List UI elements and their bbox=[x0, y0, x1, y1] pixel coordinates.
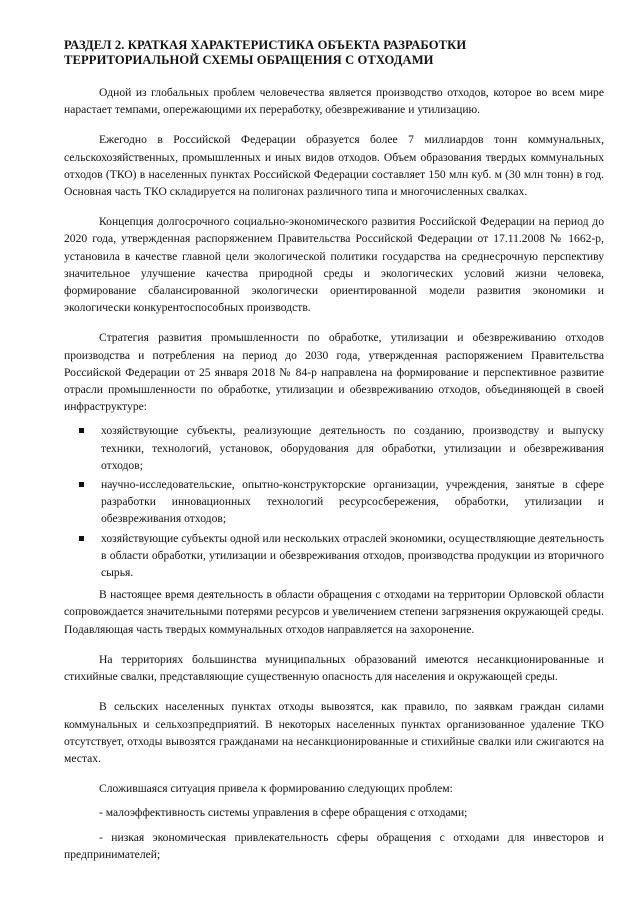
infrastructure-list bbox=[64, 422, 604, 581]
paragraph-oryol-region: В настоящее время деятельность в области обращения с отходами на территории Орловской области сопровождается значительными потерями ресурсов и увеличением степени загрязнения окружающей среды. Подавляющая часть твердых коммунальных отходов направляется на захоронение. bbox=[64, 588, 604, 636]
list-item bbox=[101, 530, 604, 582]
paragraph-problem-investment: - низкая экономическая привлекательность сферы обращения с отходами для инвесторов и предпринимателей; bbox=[64, 830, 604, 861]
list-item bbox=[101, 422, 604, 474]
paragraph-rural-settlements: В сельских населенных пунктах отходы вывозятся, как правило, по заявкам граждан силами коммунальных и сельхозпредприятий. В некоторых населенных пунктах организованное удаление ТКО отсутствует, отходы вывозятся гражданами на несанкционированные и стихийные свалки или сжигаются на местах. bbox=[64, 700, 604, 765]
paragraph-municipal-dumps: На территориях большинства муниципальных образований имеются несанкционированные и стихийные свалки, представляющие существенную опасность для населения и окружающей среды. bbox=[64, 652, 604, 684]
paragraph-global-problem: Одной из глобальных проблем человечества является производство отходов, которое во всем мире нарастает темпами, опережающими их переработку, обезвреживание и утилизацию. bbox=[64, 86, 604, 117]
square-bullet-icon bbox=[79, 428, 84, 433]
list-item-text: хозяйствующие субъекты, реализующие деятельность по созданию, производству и выпуску техники, технологий, установок, оборудования для обработки, утилизации и обезвреживания отходов; bbox=[101, 424, 604, 472]
list-item bbox=[101, 476, 604, 528]
list-item-text: научно-исследовательские, опытно-конструкторские организации, учреждения, занятые в сфере разработки инновационных технологий ресурсосбережения, обработки, утилизации и обезвреживания отходов; bbox=[101, 478, 604, 526]
section-heading-line-2: ТЕРРИТОРИАЛЬНОЙ СХЕМЫ ОБРАЩЕНИЯ С ОТХОДАМИ bbox=[64, 53, 434, 67]
section-heading bbox=[64, 38, 604, 68]
square-bullet-icon bbox=[79, 536, 84, 541]
square-bullet-icon bbox=[79, 482, 84, 487]
paragraph-waste-volume: Ежегодно в Российской Федерации образуется более 7 миллиардов тонн коммунальных, сельскохозяйственных, промышленных и иных видов отходов. Объем образования твердых коммунальных отходов (ТКО) в населенных пунктах Российской Федерации составляет 150 млн куб. м (30 млн тонн) в год. Основная часть ТКО складируется на полигонах различного типа и многочисленных свалках. bbox=[64, 133, 604, 199]
paragraph-problem-management: - малоэффективность системы управления в сфере обращения с отходами; bbox=[99, 806, 468, 820]
paragraph-industry-strategy: Стратегия развития промышленности по обработке, утилизации и обезвреживанию отходов производства и потребления на период до 2030 года, утвержденная распоряжением Правительства Российской Федерации от 25 января 2018 № 84-р направлена на формирование и перспективное развитие отрасли промышленности по обработке, утилизации и обезвреживанию отходов, объединяющей в своей инфраструктуре: bbox=[64, 331, 604, 414]
section-heading-line-1: РАЗДЕЛ 2. КРАТКАЯ ХАРАКТЕРИСТИКА ОБЪЕКТА РАЗРАБОТКИ bbox=[64, 38, 467, 52]
paragraph-problems-intro: Сложившаяся ситуация привела к формированию следующих проблем: bbox=[99, 782, 453, 796]
list-item-text: хозяйствующие субъекты одной или нескольких отраслей экономики, осуществляющие деятельность в области обработки, утилизации и обезвреживания отходов, производства продукции из вторичного сырья. bbox=[101, 531, 604, 580]
paragraph-development-concept: Концепция долгосрочного социально-экономического развития Российской Федерации на период до 2020 года, утвержденная распоряжением Правительства Российской Федерации от 17.11.2008 № 1662-р, установила в качестве главной цели экологической политики государства на среднесрочную перспективу значительное улучшение качества природной среды и экологических условий жизни человека, формирование сбалансированной экологически ориентированной модели развития экономики и экологически конкурентоспособных производств. bbox=[64, 215, 604, 315]
